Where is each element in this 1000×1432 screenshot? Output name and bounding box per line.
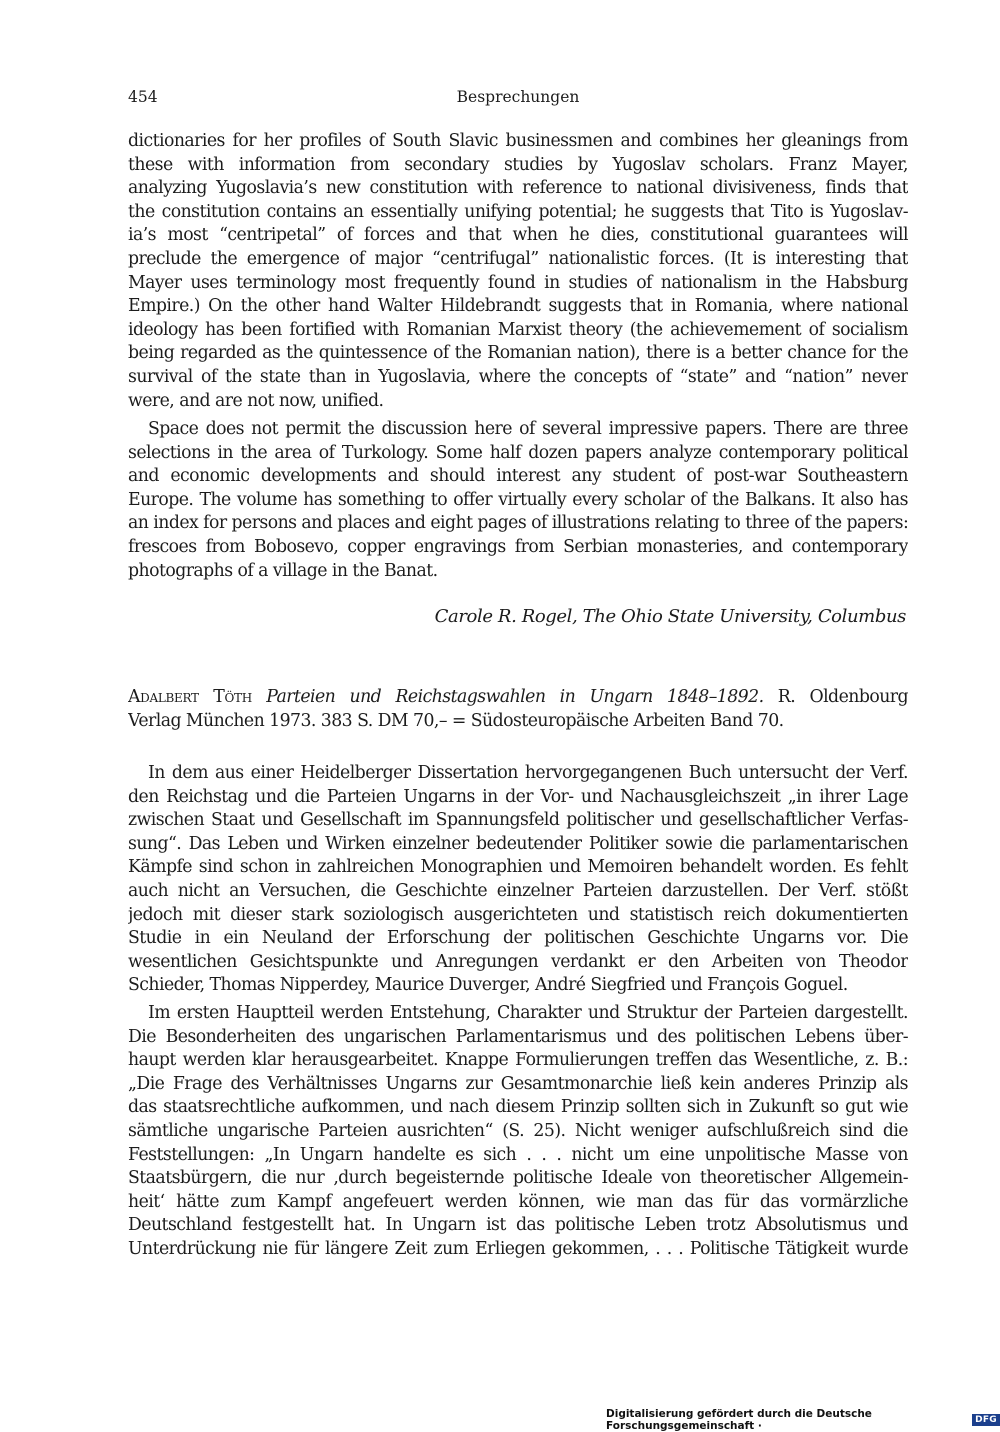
book-title: Parteien und Reichstagswahlen in Ungarn 1848–1892. bbox=[266, 687, 764, 707]
review-closing-paragraph bbox=[128, 418, 908, 583]
text-line: ideology has been fortified with Romanian Marxist theory (the achievemement of socialism bbox=[128, 319, 908, 340]
text-line: Die Besonderheiten des ungarischen Parlamentarismus und des politischen Lebens über- bbox=[128, 1026, 908, 1047]
text-line: In dem aus einer Heidelberger Dissertation hervorgegangenen Buch untersucht der Verf. bbox=[148, 763, 908, 783]
text-line: auch nicht an Versuchen, die Geschichte einzelner Parteien darzustellen. Der Verf. stößt bbox=[128, 880, 908, 901]
text-line: Space does not permit the discussion here of several impressive papers. There are three bbox=[148, 419, 908, 439]
text-line: Europe. The volume has something to offer virtually every scholar of the Balkans. It also has bbox=[128, 489, 908, 510]
funding-note: Digitalisierung gefördert durch die Deutsche Forschungsgemeinschaft · bbox=[606, 1408, 872, 1432]
text-line: „Die Frage des Verhältnisses Ungarns zur Gesamtmonarchie ließ kein anderes Prinzip als bbox=[128, 1073, 908, 1094]
text-line: preclude the emergence of major “centrifugal” nationalistic forces. (It is interesting that bbox=[128, 248, 908, 269]
book-author: Adalbert Töth bbox=[128, 687, 252, 707]
text-line: being regarded as the quintessence of the Romanian nation), there is a better chance for the bbox=[128, 343, 908, 364]
review-paragraph bbox=[128, 1002, 908, 1262]
text-line: Deutschland festgestellt hat. In Ungarn ist das politische Leben trotz Absolutismus und bbox=[128, 1215, 908, 1236]
review-paragraph bbox=[128, 762, 908, 998]
text-line: Mayer uses terminology most frequently found in studies of nationalism in the Habsburg bbox=[128, 272, 908, 293]
text-line: selections in the area of Turkology. Some half dozen papers analyze contemporary political bbox=[128, 442, 908, 463]
text-line: were, and are not now, unified. bbox=[128, 390, 384, 411]
review-continuation-paragraph bbox=[128, 130, 908, 413]
bibliography-line bbox=[128, 686, 908, 710]
text-line: survival of the state than in Yugoslavia, where the concepts of “state” and “nation” never bbox=[128, 366, 908, 387]
text-line: analyzing Yugoslavia’s new constitution with reference to national divisiveness, finds that bbox=[128, 178, 908, 199]
text-line: zwischen Staat und Gesellschaft im Spannungsfeld politischer und gesellschaftlicher Verfas- bbox=[128, 810, 908, 831]
bibliographic-entry bbox=[128, 686, 908, 733]
text-line: jedoch mit dieser stark soziologisch ausgerichteten und statistisch reich dokumentierten bbox=[128, 904, 908, 925]
dfg-logo: DFG bbox=[972, 1414, 1000, 1426]
text-line: Studie in ein Neuland der Erforschung der politischen Geschichte Ungarns vor. Die bbox=[128, 928, 908, 949]
text-line: dictionaries for her profiles of South Slavic businessmen and combines her gleanings from bbox=[128, 131, 908, 151]
text-line: these with information from secondary studies by Yugoslav scholars. Franz Mayer, bbox=[128, 154, 908, 175]
text-line: das staatsrechtliche aufkommen, und nach diesem Prinzip sollten sich in Zukunft so gut wie bbox=[128, 1097, 908, 1118]
page-header bbox=[128, 88, 908, 114]
running-head: Besprechungen bbox=[456, 88, 580, 106]
text-line: heit‘ hätte zum Kampf angefeuert werden können, wie man das für das vormärzliche bbox=[128, 1191, 908, 1212]
text-line: wesentlichen Gesichtspunkte und Anregungen verdankt er den Arbeiten von Theodor bbox=[128, 951, 908, 972]
text-line: Schieder, Thomas Nipperdey, Maurice Duverger, André Siegfried und François Goguel. bbox=[128, 975, 848, 996]
digitization-footer bbox=[606, 1408, 1000, 1432]
text-line: sämtliche ungarische Parteien ausrichten“ (S. 25). Nicht weniger aufschlußreich sind die bbox=[128, 1120, 908, 1141]
text-line: Empire.) On the other hand Walter Hildebrandt suggests that in Romania, where national bbox=[128, 296, 908, 317]
text-line: haupt werden klar herausgearbeitet. Knappe Formulierungen treffen das Wesentliche, z. B.: bbox=[128, 1050, 908, 1071]
text-line: Im ersten Hauptteil werden Entstehung, Charakter und Struktur der Parteien dargestellt. bbox=[148, 1003, 908, 1023]
publisher-text: R. Oldenbourg bbox=[763, 687, 908, 707]
text-line: photographs of a village in the Banat. bbox=[128, 560, 438, 581]
text-line: den Reichstag und die Parteien Ungarns in der Vor- und Nachausgleichszeit „in ihrer Lage bbox=[128, 786, 908, 807]
text-line: ia’s most “centripetal” of forces and that when he dies, constitutional guarantees will bbox=[128, 225, 908, 246]
text-line: frescoes from Bobosevo, copper engravings from Serbian monasteries, and contemporary bbox=[128, 536, 908, 557]
text-line: sung“. Das Leben und Wirken einzelner bedeutender Politiker sowie die parlamentarischen bbox=[128, 833, 908, 854]
text-line: and economic developments and should interest any student of post-war Southeastern bbox=[128, 466, 908, 487]
bibliography-line: Verlag München 1973. 383 S. DM 70,– = Südosteuropäische Arbeiten Band 70. bbox=[128, 710, 784, 731]
text-line: Kämpfe sind schon in zahlreichen Monographien und Memoiren behandelt worden. Es fehlt bbox=[128, 857, 908, 878]
text-line: Staatsbürgern, die nur ‚durch begeisternde politische Ideale von theoretischer Allgemein- bbox=[128, 1168, 908, 1189]
page-number: 454 bbox=[128, 88, 158, 106]
reviewer-signature: Carole R. Rogel, The Ohio State University, Columbus bbox=[434, 606, 906, 627]
text-line: the constitution contains an essentially unifying potential; he suggests that Tito is Yugoslav- bbox=[128, 201, 908, 222]
text-line: an index for persons and places and eight pages of illustrations relating to three of the papers: bbox=[128, 513, 908, 534]
text-line: Unterdrückung nie für längere Zeit zum Erliegen gekommen, . . . Politische Tätigkeit wurde bbox=[128, 1238, 908, 1259]
text-line: Feststellungen: „In Ungarn handelte es sich . . . nicht um eine unpolitische Masse von bbox=[128, 1144, 908, 1165]
